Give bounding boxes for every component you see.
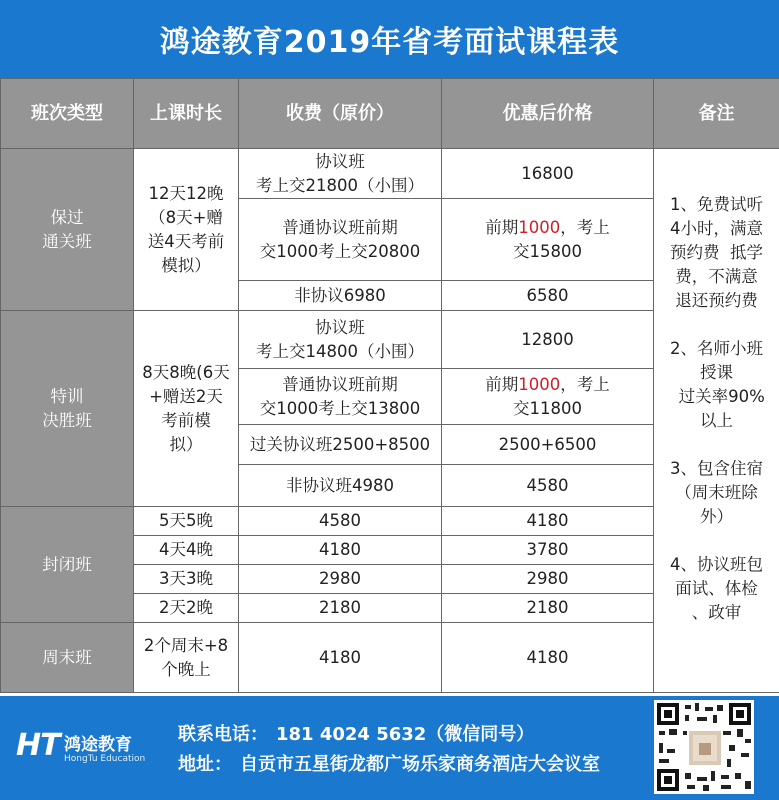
note-line: 授课 <box>700 362 733 382</box>
price-highlight: 1000 <box>518 374 561 394</box>
fee-value: 2180 <box>319 598 361 617</box>
brand-logo <box>16 726 156 772</box>
price-line <box>446 373 649 397</box>
class-type-line: 决胜班 <box>42 410 92 430</box>
fee-value: 4180 <box>319 540 361 559</box>
price-cell <box>442 425 654 465</box>
duration-cell <box>134 536 239 565</box>
col-header-price: 优惠后价格 <box>442 79 654 149</box>
notes-cell <box>654 149 779 693</box>
price-value: 2180 <box>526 598 569 617</box>
phone-number: 181 4024 5632（微信同号） <box>276 724 535 745</box>
address-line <box>178 750 600 780</box>
logo-mark: HT <box>16 728 60 763</box>
class-type-line: 保过 <box>50 207 84 227</box>
note-line: 4、协议班包 <box>670 554 763 574</box>
class-type-line: 特训 <box>50 386 84 406</box>
col-header-notes: 备注 <box>654 79 779 149</box>
note-line: 以上 <box>700 410 733 430</box>
price-value: 4180 <box>526 511 569 530</box>
price-cell <box>442 311 654 369</box>
price-line: 交11800 <box>513 398 582 418</box>
contact-info <box>178 720 600 780</box>
course-table <box>0 78 779 693</box>
fee-cell <box>239 281 442 311</box>
price-cell <box>442 199 654 281</box>
table-row <box>1 149 779 199</box>
fee-line: 交1000考上交13800 <box>259 398 421 418</box>
class-type-cell <box>1 149 134 311</box>
note-line: 、政审 <box>691 602 742 622</box>
note-line: 3、包含住宿 <box>670 458 763 478</box>
class-type-label: 周末班 <box>42 647 92 667</box>
address-label: 地址： <box>178 754 232 775</box>
duration-line: 8天8晚(6天 <box>142 362 230 382</box>
duration-value: 2天2晚 <box>159 598 213 617</box>
fee-cell <box>239 623 442 693</box>
fee-line: 普通协议班前期 <box>282 374 398 394</box>
price-line <box>446 216 649 240</box>
fee-value: 非协议6980 <box>294 285 386 305</box>
note-line: 预约费 抵学 <box>670 242 763 262</box>
logo-english-name: HongTu Education <box>64 754 146 764</box>
fee-cell <box>239 507 442 536</box>
col-header-duration: 上课时长 <box>134 79 239 149</box>
fee-cell <box>239 425 442 465</box>
duration-cell <box>134 311 239 507</box>
note-3 <box>658 457 775 529</box>
note-4 <box>658 553 775 625</box>
price-value: 16800 <box>521 163 574 183</box>
price-cell <box>442 369 654 425</box>
duration-value: 5天5晚 <box>159 511 213 530</box>
duration-line: 模拟） <box>161 255 211 275</box>
address-text: 自贡市五星街龙都广场乐家商务酒店大会议室 <box>240 754 600 775</box>
duration-line: 个晚上 <box>161 659 211 679</box>
duration-line: 拟） <box>169 434 203 454</box>
duration-line: 送4天考前 <box>147 231 225 251</box>
poster-title: 鸿途教育2019年省考面试课程表 <box>159 25 620 60</box>
price-value: 12800 <box>521 329 574 349</box>
fee-cell <box>239 149 442 199</box>
fee-cell <box>239 369 442 425</box>
fee-line: 普通协议班前期 <box>282 217 398 237</box>
fee-value: 4580 <box>319 511 361 530</box>
phone-line <box>178 720 600 750</box>
price-text: 前期 <box>485 374 519 394</box>
price-line: 交15800 <box>513 241 582 261</box>
fee-line: 交1000考上交20800 <box>259 241 421 261</box>
col-header-fee: 收费（原价） <box>239 79 442 149</box>
fee-line: 协议班 <box>315 317 365 337</box>
price-value: 2980 <box>526 569 569 588</box>
price-cell <box>442 623 654 693</box>
duration-line: 考前模 <box>161 410 211 430</box>
duration-line: 12天12晚 <box>148 183 224 203</box>
duration-value: 4天4晚 <box>159 540 213 559</box>
table-header-row <box>1 79 779 149</box>
note-line: 4小时，满意 <box>670 218 763 238</box>
title-bar <box>0 0 779 78</box>
fee-value: 4180 <box>319 647 361 667</box>
duration-cell <box>134 149 239 311</box>
price-text: ，考上 <box>560 374 610 394</box>
fee-line: 考上交21800（小围） <box>256 175 424 195</box>
price-cell <box>442 465 654 507</box>
fee-line: 协议班 <box>315 151 365 171</box>
price-highlight: 1000 <box>518 217 561 237</box>
price-value: 4180 <box>526 647 569 667</box>
note-line: 过关率90% <box>668 386 765 406</box>
price-cell <box>442 594 654 623</box>
duration-cell <box>134 623 239 693</box>
class-type-cell <box>1 507 134 623</box>
fee-value: 非协议班4980 <box>286 475 394 495</box>
fee-value: 2980 <box>319 569 361 588</box>
class-type-cell <box>1 311 134 507</box>
duration-line: 2个周末+8 <box>143 635 229 655</box>
note-1 <box>658 193 775 313</box>
note-2 <box>658 337 775 433</box>
fee-cell <box>239 465 442 507</box>
price-cell <box>442 565 654 594</box>
fee-value: 过关协议班2500+8500 <box>249 434 431 454</box>
fee-cell <box>239 199 442 281</box>
class-type-line: 通关班 <box>42 231 92 251</box>
qr-code-icon <box>654 700 754 794</box>
fee-cell <box>239 565 442 594</box>
fee-cell <box>239 311 442 369</box>
duration-cell <box>134 507 239 536</box>
duration-line: +赠送2天 <box>149 386 223 406</box>
price-text: ，考上 <box>560 217 610 237</box>
price-cell <box>442 536 654 565</box>
note-line: 面试、体检 <box>675 578 758 598</box>
fee-line: 考上交14800（小围） <box>256 341 424 361</box>
price-cell <box>442 507 654 536</box>
duration-cell <box>134 565 239 594</box>
note-line: 1、免费试听 <box>670 194 763 214</box>
fee-cell <box>239 536 442 565</box>
price-value: 3780 <box>526 540 569 559</box>
phone-label: 联系电话： <box>178 724 268 745</box>
note-line: （周末班除 <box>675 482 758 502</box>
logo-name: 鸿途教育 <box>64 735 132 755</box>
price-cell <box>442 281 654 311</box>
note-line: 退还预约费 <box>675 290 758 310</box>
price-text: 前期 <box>485 217 519 237</box>
fee-cell <box>239 594 442 623</box>
price-value: 6580 <box>526 285 569 305</box>
note-line: 费，不满意 <box>675 266 758 286</box>
class-type-label: 封闭班 <box>42 554 92 574</box>
price-value: 4580 <box>526 475 569 495</box>
class-type-cell <box>1 623 134 693</box>
duration-line: （8天+赠 <box>149 207 223 227</box>
note-line: 2、名师小班 <box>670 338 763 358</box>
duration-cell <box>134 594 239 623</box>
duration-value: 3天3晚 <box>159 569 213 588</box>
price-value: 2500+6500 <box>498 434 597 454</box>
col-header-type: 班次类型 <box>1 79 134 149</box>
price-cell <box>442 149 654 199</box>
note-line: 外） <box>700 506 733 526</box>
